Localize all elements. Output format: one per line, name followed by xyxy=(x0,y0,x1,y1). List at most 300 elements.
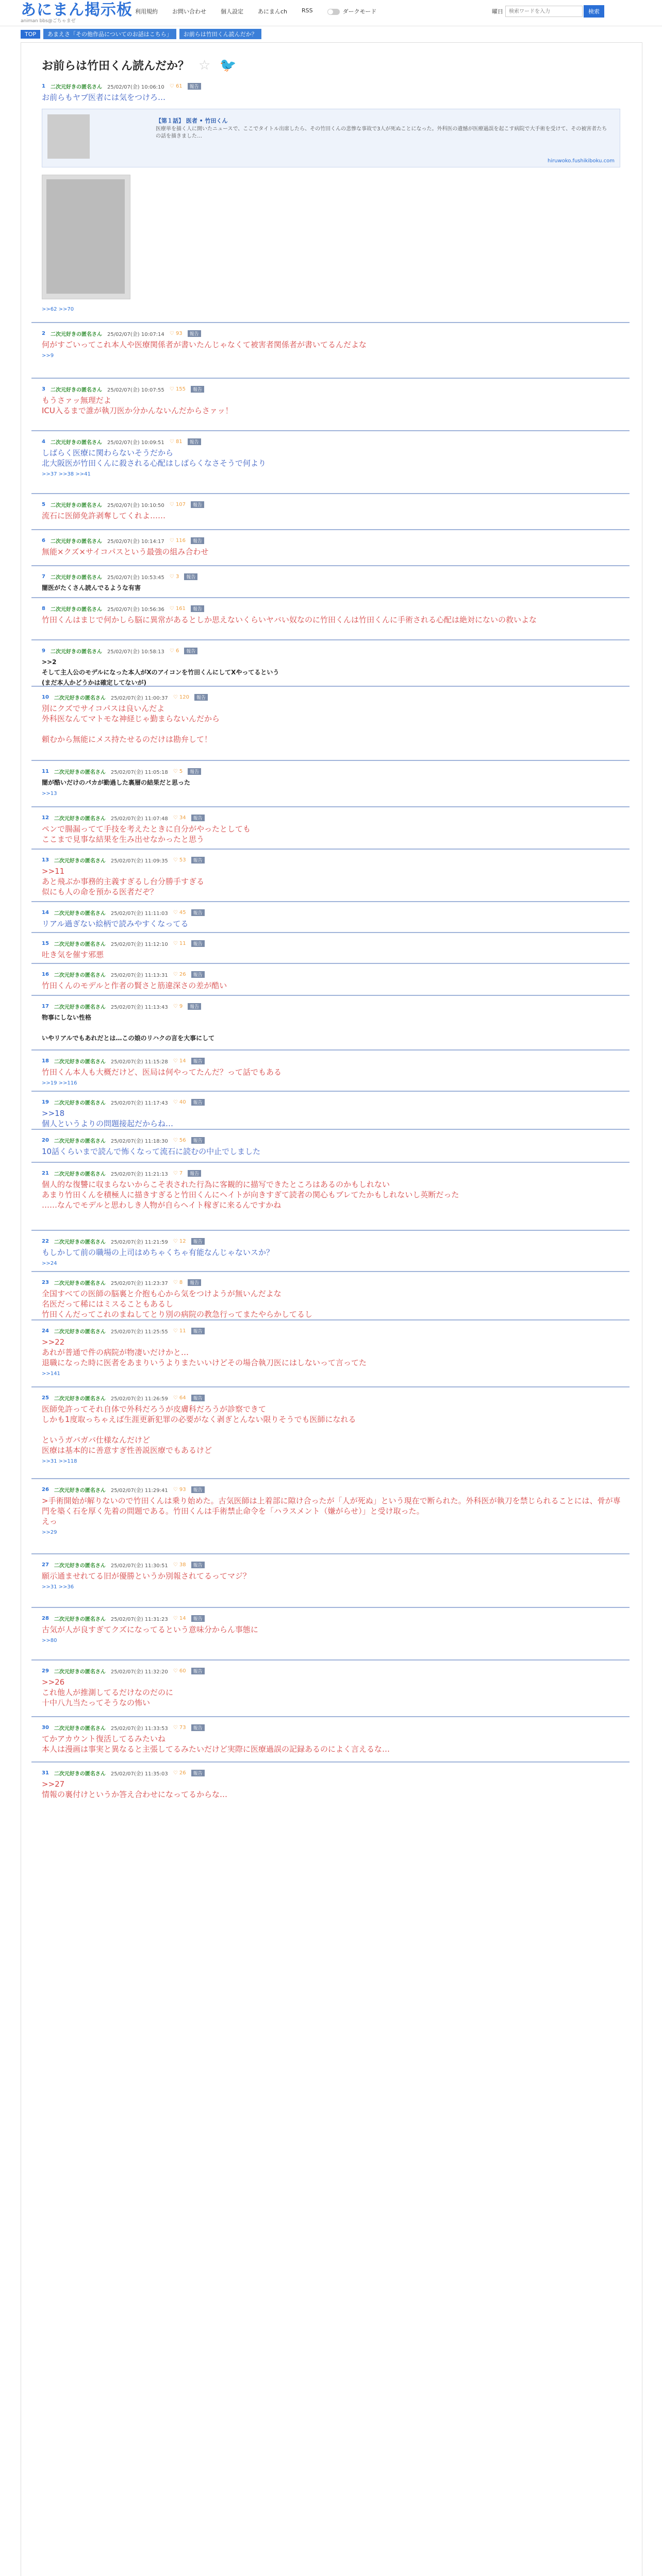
post-body: 竹田くんはまじで何かしら脳に異常があるとしか思えないくらいヤバい奴なのに竹田くんは竹田くんに手術される心配は絶対にないの救いよな xyxy=(42,615,537,624)
report-button[interactable]: 報告 xyxy=(191,605,204,612)
post-date: 25/02/07(金) 11:26:59 xyxy=(110,1396,168,1402)
heart-icon: ♡ xyxy=(169,438,176,445)
post-number[interactable]: 7 xyxy=(42,573,45,580)
post-date: 25/02/07(金) 11:17:43 xyxy=(110,1100,168,1106)
twitter-bird-icon[interactable]: 🐦 xyxy=(220,57,237,73)
post-separator xyxy=(31,597,630,598)
post-header xyxy=(42,970,624,978)
post-author: 二次元好きの匿名さん xyxy=(50,84,102,90)
post-number[interactable]: 28 xyxy=(42,1615,49,1621)
report-button[interactable]: 報告 xyxy=(191,1395,205,1401)
post xyxy=(42,1002,624,1043)
post-author: 二次元好きの匿名さん xyxy=(54,1669,106,1675)
like-button[interactable] xyxy=(170,439,183,445)
post-separator xyxy=(31,493,630,494)
nav-settings[interactable]: 個人設定 xyxy=(221,8,243,15)
like-button[interactable] xyxy=(173,1395,186,1401)
post-separator xyxy=(31,760,630,761)
like-count: 12 xyxy=(179,1238,186,1244)
post-separator xyxy=(31,1607,630,1608)
post xyxy=(42,572,624,593)
like-count: 56 xyxy=(179,1137,186,1143)
post-date: 25/02/07(金) 11:13:43 xyxy=(110,1004,168,1010)
like-count: 26 xyxy=(179,971,186,977)
like-button[interactable] xyxy=(173,1171,183,1176)
post-number[interactable]: 4 xyxy=(42,438,45,445)
report-button[interactable]: 報告 xyxy=(191,537,204,544)
post-date: 25/02/07(金) 11:29:41 xyxy=(110,1487,168,1494)
search-area xyxy=(492,5,604,18)
reply-links[interactable]: >>80 xyxy=(42,1638,57,1643)
post xyxy=(42,970,624,991)
post-header xyxy=(42,536,624,545)
like-button[interactable] xyxy=(173,910,186,916)
post-author: 二次元好きの匿名さん xyxy=(50,439,102,446)
post-number[interactable]: 19 xyxy=(42,1099,49,1105)
report-button[interactable]: 報告 xyxy=(191,857,205,863)
report-button[interactable]: 報告 xyxy=(188,438,201,445)
like-button[interactable] xyxy=(173,941,186,946)
like-button[interactable] xyxy=(173,694,189,700)
report-button[interactable]: 報告 xyxy=(191,1238,205,1245)
post-header xyxy=(42,1614,624,1622)
post-separator xyxy=(31,322,630,323)
post-date: 25/02/07(金) 10:07:55 xyxy=(107,387,164,393)
post-number[interactable]: 14 xyxy=(42,909,49,916)
post-body: >>26 これ他人が推測してるだけなのだのに 十中八九当たってそうなの怖い xyxy=(42,1677,174,1707)
post-header xyxy=(42,1098,624,1106)
like-button[interactable] xyxy=(173,1099,186,1105)
post-author: 二次元好きの匿名さん xyxy=(54,1616,106,1622)
heart-icon: ♡ xyxy=(169,330,176,336)
post-number[interactable]: 3 xyxy=(42,386,45,392)
reply-links[interactable]: >>19 >>116 xyxy=(42,1080,77,1086)
post-separator xyxy=(31,1049,630,1050)
like-button[interactable] xyxy=(173,1328,186,1334)
post-number[interactable]: 15 xyxy=(42,940,49,946)
post xyxy=(42,604,624,625)
post xyxy=(42,500,624,521)
reply-links[interactable]: >>31 >>36 xyxy=(42,1584,74,1590)
search-input[interactable] xyxy=(505,6,583,17)
like-count: 9 xyxy=(179,1003,183,1009)
post-header xyxy=(42,1667,624,1675)
post-date: 25/02/07(金) 10:53:45 xyxy=(107,574,164,581)
post-number[interactable]: 6 xyxy=(42,537,45,544)
post-author: 二次元好きの匿名さん xyxy=(54,972,106,978)
post-number[interactable]: 18 xyxy=(42,1058,49,1064)
post-number[interactable]: 5 xyxy=(42,501,45,507)
search-scope-select[interactable]: 曜日 xyxy=(492,8,503,15)
post-separator xyxy=(31,1091,630,1092)
report-button[interactable]: 報告 xyxy=(191,1137,205,1144)
post-number[interactable]: 27 xyxy=(42,1562,49,1568)
reply-links[interactable]: >>24 xyxy=(42,1261,57,1266)
favorite-star-icon[interactable]: ☆ xyxy=(198,57,211,73)
search-button[interactable]: 検索 xyxy=(584,5,604,18)
post-header xyxy=(42,1769,624,1777)
post-number[interactable]: 1 xyxy=(42,83,45,89)
post-body: お前らもヤブ医者には気をつけろ… xyxy=(42,93,166,102)
like-button[interactable] xyxy=(170,502,186,507)
post-date: 25/02/07(金) 10:56:36 xyxy=(107,606,164,613)
post-header xyxy=(42,908,624,917)
page-title: お前らは竹田くん読んだか？ xyxy=(42,60,190,73)
like-count: 53 xyxy=(179,857,186,863)
heart-icon: ♡ xyxy=(173,1724,179,1731)
post xyxy=(42,1394,624,1464)
like-button[interactable] xyxy=(173,1487,186,1493)
post-date: 25/02/07(金) 10:10:50 xyxy=(107,502,164,509)
heart-icon: ♡ xyxy=(169,83,176,89)
post-header xyxy=(42,767,624,775)
report-button[interactable]: 報告 xyxy=(191,1486,205,1493)
post-number[interactable]: 29 xyxy=(42,1668,49,1674)
post-body: 別にクズでサイコパスは良いんだよ 外科医なんてマトモな神経じゃ勤まらないんだから 頼むから無能にメス持たせるのだけは勘弁して！ xyxy=(42,704,220,744)
report-button[interactable]: 報告 xyxy=(191,1058,205,1064)
breadcrumb-thread[interactable]: お前らは竹田くん読んだか？ xyxy=(179,29,261,39)
post-date: 25/02/07(金) 10:58:13 xyxy=(107,649,164,655)
like-button[interactable] xyxy=(173,1280,183,1285)
heart-icon: ♡ xyxy=(173,857,179,863)
report-button[interactable]: 報告 xyxy=(191,909,205,916)
heart-icon: ♡ xyxy=(169,605,176,612)
report-button[interactable]: 報告 xyxy=(191,1615,205,1622)
post xyxy=(42,856,624,897)
heart-icon: ♡ xyxy=(173,1003,179,1009)
link-card[interactable] xyxy=(42,109,620,167)
like-button[interactable] xyxy=(170,574,179,580)
heart-icon: ♡ xyxy=(173,694,179,700)
like-count: 14 xyxy=(179,1615,186,1621)
post-body: 願示通ませれてる旧が優勝というか別報されてるってマジ？ xyxy=(42,1571,251,1581)
post-separator xyxy=(31,378,630,379)
like-button[interactable] xyxy=(173,769,183,774)
post-body: 物事にしない性格 いやリアルでもあれだとは…この娘のリハクの言を大事にして xyxy=(42,1014,215,1042)
post-body: もしかして前の職場の上司はめちゃくちゃ有能なんじゃないスか？ xyxy=(42,1248,274,1257)
title-row xyxy=(42,57,237,73)
post-body: リアル過ぎない絵柄で読みやすくなってる xyxy=(42,919,189,928)
post-separator xyxy=(31,1271,630,1272)
manga-image[interactable] xyxy=(42,175,130,299)
dark-mode-label: ダークモード xyxy=(342,8,377,15)
like-button[interactable] xyxy=(173,1058,186,1064)
like-count: 34 xyxy=(179,815,186,821)
heart-icon: ♡ xyxy=(169,573,176,580)
post-date: 25/02/07(金) 11:11:03 xyxy=(110,910,168,917)
report-button[interactable]: 報告 xyxy=(188,1279,201,1286)
post-date: 25/02/07(金) 11:21:13 xyxy=(110,1171,168,1177)
like-count: 5 xyxy=(179,768,183,774)
report-button[interactable]: 報告 xyxy=(191,501,204,508)
heart-icon: ♡ xyxy=(173,1170,179,1176)
heart-icon: ♡ xyxy=(173,768,179,774)
post-separator xyxy=(31,1761,630,1762)
like-button[interactable] xyxy=(170,648,179,654)
post-author: 二次元好きの匿名さん xyxy=(50,649,102,655)
post-number[interactable]: 24 xyxy=(42,1328,49,1334)
post-body: しばらく医療に関わらないそうだから 北大阪医が竹田くんに殺される心配はしばらくなさそうで何より xyxy=(42,448,267,468)
like-button[interactable] xyxy=(170,538,186,544)
post-date: 25/02/07(金) 10:09:51 xyxy=(107,439,164,446)
reply-links[interactable]: >>37 >>38 >>41 xyxy=(42,471,91,477)
like-button[interactable] xyxy=(173,1770,186,1776)
post-body: 医師免許ってそれ自体で外科だろうが皮膚科だろうが診察できて しかも1度取っちゃえば生涯更新犯罪の必要がなく剥ぎとんない限りそうでも医師になれる というガバガバ仕様なんだけど 医療は基本的に善意すぎ性善説医療でもあるけど xyxy=(42,1404,356,1455)
post xyxy=(42,908,624,929)
breadcrumb-top[interactable]: TOP xyxy=(21,30,40,39)
post-separator xyxy=(31,806,630,807)
post-header xyxy=(42,1278,624,1286)
post-number[interactable]: 8 xyxy=(42,605,45,612)
post-separator xyxy=(31,565,630,566)
post-author: 二次元好きの匿名さん xyxy=(54,1771,106,1777)
report-button[interactable]: 報告 xyxy=(191,1668,205,1674)
heart-icon: ♡ xyxy=(173,1668,179,1674)
post-author: 二次元好きの匿名さん xyxy=(54,941,106,947)
post-separator xyxy=(31,686,630,687)
post-body: 闇が酷いだけのパカが勤過した裏層の結果だと思った xyxy=(42,779,191,786)
post-separator xyxy=(31,1386,630,1387)
nav-animanch[interactable]: あにまんch xyxy=(258,8,288,15)
heart-icon: ♡ xyxy=(173,909,179,916)
post-date: 25/02/07(金) 11:09:35 xyxy=(110,858,168,864)
post xyxy=(42,1561,624,1590)
like-count: 161 xyxy=(175,605,186,612)
heart-icon: ♡ xyxy=(169,386,176,392)
toggle-switch-icon[interactable] xyxy=(327,9,340,15)
post-header xyxy=(42,1394,624,1402)
post-date: 25/02/07(金) 11:07:48 xyxy=(110,816,168,822)
post-author: 二次元好きの匿名さん xyxy=(50,574,102,581)
logo-subtext: animan bbs@ごちゃまぜ xyxy=(21,19,76,24)
post-header xyxy=(42,693,624,701)
post-number[interactable]: 30 xyxy=(42,1724,49,1731)
like-button[interactable] xyxy=(173,1138,186,1143)
site-logo[interactable] xyxy=(21,2,133,24)
like-count: 40 xyxy=(179,1099,186,1105)
like-count: 73 xyxy=(179,1724,186,1731)
post-number[interactable]: 17 xyxy=(42,1003,49,1009)
like-button[interactable] xyxy=(173,1562,186,1568)
like-count: 11 xyxy=(179,940,186,946)
report-button[interactable]: 報告 xyxy=(191,1724,205,1731)
like-button[interactable] xyxy=(173,857,186,863)
report-button[interactable]: 報告 xyxy=(191,1562,205,1568)
like-button[interactable] xyxy=(170,386,186,392)
post-number[interactable]: 12 xyxy=(42,815,49,821)
post-author: 二次元好きの匿名さん xyxy=(54,910,106,917)
like-count: 38 xyxy=(179,1562,186,1568)
post-body: 闇医がたくさん読んでるような有害 xyxy=(42,584,141,591)
like-button[interactable] xyxy=(170,331,183,336)
post-author: 二次元好きの匿名さん xyxy=(50,502,102,509)
post-body: 竹田くん本人も大概だけど、医局は何やってたんだ？って話でもある xyxy=(42,1067,282,1077)
like-count: 93 xyxy=(179,1486,186,1493)
post-separator xyxy=(31,932,630,933)
post-author: 二次元好きの匿名さん xyxy=(54,769,106,775)
post-separator xyxy=(31,995,630,996)
post-number[interactable]: 25 xyxy=(42,1395,49,1401)
post xyxy=(42,1485,624,1535)
reply-links[interactable]: >>62 >>70 xyxy=(42,307,74,312)
post xyxy=(42,1136,624,1157)
post-number[interactable]: 2 xyxy=(42,330,45,336)
reply-links[interactable]: >>29 xyxy=(42,1530,57,1535)
post-separator xyxy=(31,963,630,964)
post-date: 25/02/07(金) 11:05:18 xyxy=(110,769,168,775)
post-author: 二次元好きの匿名さん xyxy=(54,1563,106,1569)
report-button[interactable]: 報告 xyxy=(194,694,208,701)
like-count: 60 xyxy=(179,1668,186,1674)
reply-links[interactable]: >>141 xyxy=(42,1371,60,1377)
post-date: 25/02/07(金) 10:07:14 xyxy=(107,331,164,337)
link-card-url: hiruwoko.fushikiboku.com xyxy=(548,158,615,164)
like-button[interactable] xyxy=(173,1239,186,1244)
post-author: 二次元好きの匿名さん xyxy=(54,1171,106,1177)
heart-icon: ♡ xyxy=(173,1770,179,1776)
post-body: >>18 個人というよりの問題接起だからね… xyxy=(42,1109,174,1128)
post-number[interactable]: 20 xyxy=(42,1137,49,1143)
post-header xyxy=(42,385,624,393)
post-date: 25/02/07(金) 11:30:51 xyxy=(110,1563,168,1569)
heart-icon: ♡ xyxy=(173,971,179,977)
like-count: 81 xyxy=(175,438,183,445)
post-date: 25/02/07(金) 11:13:31 xyxy=(110,972,168,978)
post-date: 25/02/07(金) 11:12:10 xyxy=(110,941,168,947)
post-number[interactable]: 13 xyxy=(42,857,49,863)
post-author: 二次元好きの匿名さん xyxy=(50,538,102,545)
like-button[interactable] xyxy=(173,1725,186,1731)
nav-rss[interactable]: RSS xyxy=(302,7,313,14)
post-author: 二次元好きの匿名さん xyxy=(54,1725,106,1732)
nav-terms[interactable]: 利用規約 xyxy=(135,8,158,15)
post-header xyxy=(42,500,624,509)
like-button[interactable] xyxy=(173,815,186,821)
post-number[interactable]: 16 xyxy=(42,971,49,977)
report-button[interactable]: 報告 xyxy=(188,1170,201,1177)
report-button[interactable]: 報告 xyxy=(191,815,205,821)
report-button[interactable]: 報告 xyxy=(191,940,205,947)
post-header xyxy=(42,1485,624,1494)
post-separator xyxy=(31,1319,630,1320)
post xyxy=(42,1327,624,1377)
post-separator xyxy=(31,1129,630,1130)
post-header xyxy=(42,82,624,90)
post-separator xyxy=(31,1162,630,1163)
post-header xyxy=(42,1237,624,1245)
post-number[interactable]: 22 xyxy=(42,1238,49,1244)
post-header xyxy=(42,1136,624,1144)
post-number[interactable]: 9 xyxy=(42,648,45,654)
post-header xyxy=(42,1002,624,1010)
nav-contact[interactable]: お問い合わせ xyxy=(172,8,206,15)
reply-links[interactable]: >>13 xyxy=(42,791,57,796)
post-date: 25/02/07(金) 11:15:28 xyxy=(110,1059,168,1065)
like-count: 64 xyxy=(179,1395,186,1401)
post-header xyxy=(42,1327,624,1335)
report-button[interactable]: 報告 xyxy=(191,1770,205,1776)
post-body: 竹田くんのモデルと作者の賢さと筋違深さの差が酷い xyxy=(42,981,227,990)
post-header xyxy=(42,856,624,864)
post-body: 吐き気を催す邪悪 xyxy=(42,950,104,959)
post-number[interactable]: 10 xyxy=(42,694,49,700)
post-body: 10話くらいまで読んで怖くなって流石に読むの中止でしました xyxy=(42,1147,261,1156)
post-author: 二次元好きの匿名さん xyxy=(54,1280,106,1286)
reply-links[interactable]: >>9 xyxy=(42,353,54,359)
heart-icon: ♡ xyxy=(173,1328,179,1334)
report-button[interactable]: 報告 xyxy=(188,1003,201,1010)
post-body: 個人的な復讐に収まらないからこそ表された行為に客観的に描写できたところはあるのかもしれない あまり竹田くんを積極人に描きすぎると竹田くんにヘイトが向きすぎて読者の関心もブレてたかもしれないし英断だった ……なんでモデルと思わしき人物が自らヘイト稼ぎに来るんですかね xyxy=(42,1180,459,1210)
post-body: 全国すべての医師の脳裏と介抱も心から気をつけようが無いんだよな 名医だって稀にはミスることもあるし 竹田くんだってこれのまねしてとり別の病院の教急行ってまたやらかしてるし xyxy=(42,1289,313,1319)
post-number[interactable]: 21 xyxy=(42,1170,49,1176)
breadcrumb-category[interactable]: あまえさ「その他作品についてのお話はこちら」 xyxy=(43,29,176,39)
link-card-thumbnail xyxy=(47,114,90,159)
reply-links[interactable]: >>31 >>118 xyxy=(42,1459,77,1464)
post xyxy=(42,1769,624,1800)
post-header xyxy=(42,572,624,581)
report-button[interactable]: 報告 xyxy=(184,573,197,580)
post-author: 二次元好きの匿名さん xyxy=(54,1239,106,1245)
report-button[interactable]: 報告 xyxy=(191,971,205,978)
post-number[interactable]: 23 xyxy=(42,1279,49,1285)
report-button[interactable]: 報告 xyxy=(191,1328,205,1334)
post-number[interactable]: 31 xyxy=(42,1770,49,1776)
like-button[interactable] xyxy=(170,606,186,612)
post-body: 古気が人が良すぎてクズになってるという意味分からん事態に xyxy=(42,1625,258,1634)
report-button[interactable]: 報告 xyxy=(184,648,197,654)
like-button[interactable] xyxy=(173,972,186,977)
post-header xyxy=(42,814,624,822)
heart-icon: ♡ xyxy=(173,940,179,946)
post xyxy=(42,693,624,744)
post-number[interactable]: 26 xyxy=(42,1486,49,1493)
post xyxy=(42,939,624,960)
heart-icon: ♡ xyxy=(169,537,176,544)
like-count: 6 xyxy=(175,648,179,654)
post xyxy=(42,1169,624,1210)
report-button[interactable]: 報告 xyxy=(188,768,201,775)
like-button[interactable] xyxy=(173,1004,183,1009)
dark-mode-toggle[interactable] xyxy=(327,7,377,15)
like-button[interactable] xyxy=(173,1668,186,1674)
post-header xyxy=(42,604,624,613)
report-button[interactable]: 報告 xyxy=(188,330,201,337)
post-separator xyxy=(31,1478,630,1479)
heart-icon: ♡ xyxy=(173,1279,179,1285)
post-separator xyxy=(31,1553,630,1554)
report-button[interactable]: 報告 xyxy=(191,1099,205,1106)
main-nav xyxy=(135,7,376,15)
heart-icon: ♡ xyxy=(173,1137,179,1143)
post xyxy=(42,1723,624,1754)
post-body: 何がすごいってこれ本人や医療関係者が書いたんじゃなくて被害者関係者が書いてるんだよな xyxy=(42,340,367,349)
heart-icon: ♡ xyxy=(169,648,176,654)
post-separator xyxy=(31,430,630,431)
post-separator xyxy=(31,1659,630,1660)
post-author: 二次元好きの匿名さん xyxy=(54,1059,106,1065)
post xyxy=(42,1667,624,1708)
post-body: >>27 情報の裏付けというか答え合わせになってるからな… xyxy=(42,1780,228,1799)
like-button[interactable] xyxy=(173,1616,186,1621)
post-date: 25/02/07(金) 11:00:37 xyxy=(110,695,168,701)
like-button[interactable] xyxy=(170,83,183,89)
page xyxy=(21,29,641,1799)
post-date: 25/02/07(金) 10:06:10 xyxy=(107,84,164,90)
report-button[interactable]: 報告 xyxy=(188,83,201,90)
post-number[interactable]: 11 xyxy=(42,768,49,774)
post-body: もうさァッ無理だよ ICU入るまで誰が執刀医か分かんないんだからさァッ！ xyxy=(42,396,233,415)
report-button[interactable]: 報告 xyxy=(191,386,204,393)
